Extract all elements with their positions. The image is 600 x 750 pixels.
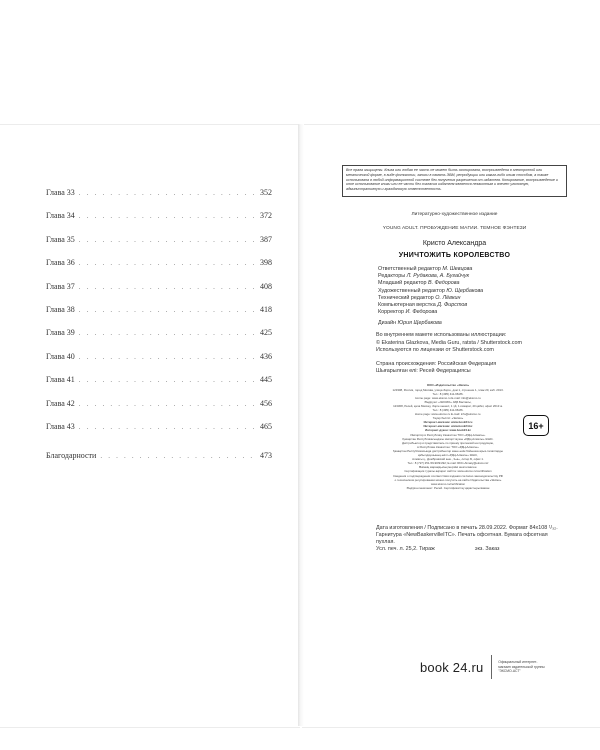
book-gutter	[298, 124, 304, 726]
print-line: Гарнитура «NewBaskervilleITC». Печать офсетная. Бумага офсетная пухлая.	[376, 532, 548, 546]
publisher-line: Сертификация туралы ақпарат сайтта: www.eksmo.ru/certification	[404, 469, 492, 474]
toc-entry-title: Глава 36	[46, 258, 75, 268]
print-info	[342, 525, 567, 553]
publisher-line: Тел.: 8 (495) 411-68-86.	[432, 391, 464, 396]
toc-leader-dots	[79, 236, 257, 244]
author-name: Кристо Александра	[422, 240, 487, 247]
publisher-line: Тел.: 8 (727) 251-59-90/91/92; E-mail: RDC-Almaty@eksmo.kz	[407, 461, 489, 466]
publisher-line: Интернет-магазин: www.book24.kz	[423, 424, 473, 429]
origin-line: Страна происхождения: Российская Федерация	[376, 360, 497, 367]
publisher-line: о техническом регулировании можно получить на сайте Издательства «Эксмо»	[394, 477, 502, 482]
editor-role: Редакторы	[378, 273, 406, 280]
editor-name: Д. Фирстов	[437, 302, 468, 309]
toc-entry	[46, 305, 272, 328]
design-name: Юрия Щербакова	[397, 320, 442, 327]
editor-name: М. Шевцова	[442, 266, 473, 272]
age-rating-badge: 16+	[523, 415, 549, 436]
publisher-line: 123308, Россия, город Москва, улица Зорге, дом 1, строение 1, этаж 20, каб. 2013.	[392, 387, 504, 392]
illustration-line: © Ekaterina Glazkova, Media Guru, ratsta / Shutterstock.com	[376, 339, 522, 346]
publisher-line: в Республике Казахстан: ТОО «РДЦ-Алматы»	[417, 444, 479, 449]
toc-entry	[46, 352, 272, 375]
publisher-line: Алматы қ., Домбровский көш., 3«а», литер Б, офис 1.	[412, 457, 484, 462]
publisher-line: Өндіруші: «ЭКСМО» АҚБ Баспасы,	[424, 399, 472, 404]
print-line: Дата изготовления / Подписано в печать 28.09.2022. Формат 84х108 ¹/₃₂.	[376, 525, 558, 532]
toc-entry	[46, 235, 272, 258]
editor-role: Ответственный редактор	[378, 266, 441, 272]
design-role: Дизайн	[378, 320, 397, 327]
editor-role: Младший редактор	[378, 280, 427, 287]
editor-name: И. Федорова	[405, 309, 438, 316]
publisher-line: Интернет-магазин: www.book24.ru	[423, 420, 473, 425]
publisher-line: Home page: www.eksmo.ru E-mail: info@eksmo.ru	[415, 395, 481, 400]
imprint-block	[342, 165, 567, 553]
editor-name: О. Лёвкин	[435, 294, 461, 301]
publisher-line: Home page: www.eksmo.ru E-mail: info@eksmo.ru.	[414, 412, 482, 417]
toc-entry-title: Глава 34	[46, 211, 75, 221]
toc-entry-title: Глава 42	[46, 398, 75, 408]
publisher-line: Сведения о подтверждении соответствия издания согласно законодательству РФ	[392, 473, 504, 478]
toc-entry-title: Глава 37	[46, 281, 75, 291]
design-credit	[342, 320, 567, 326]
editor-name: Л. Рудакова, А. Бугайчук	[406, 273, 470, 280]
toc-leader-dots	[79, 306, 257, 314]
toc-entry-title: Глава 38	[46, 304, 75, 314]
publisher-line: www.eksmo.ru/certification	[430, 481, 466, 486]
toc-entry-title: Глава 41	[46, 375, 75, 385]
toc-entry-page: 436	[260, 351, 272, 361]
toc-entry-page: 425	[260, 328, 272, 338]
toc-leader-dots	[79, 329, 257, 337]
country-of-origin	[342, 361, 567, 376]
toc-entry-title: Глава 43	[46, 421, 75, 431]
publisher-line: ООО «Издательство «Эксмо»	[426, 383, 470, 388]
publisher-line: Өнімнің жарамдылық мерзімі шектелмеген.	[418, 465, 478, 470]
origin-line: Шығарылған елі: Ресей Федерациясы	[376, 368, 471, 375]
editor-role: Компьютерная верстка	[378, 302, 436, 309]
publisher-line: Қазақстан Республикасындағы импорттаушы «РДЦ-Алматы» ЖШС.	[402, 436, 494, 441]
editor-credit	[378, 295, 567, 302]
toc-entry-page: 352	[260, 188, 272, 197]
publisher-line: Тел.: 8 (495) 411-68-86.	[432, 408, 464, 413]
logo-note: Официальный интернет-магазин издательской группы "ЭКСМО-АСТ"	[498, 660, 545, 674]
publisher-line: қабылдаушының өкілі «РДЦ-Алматы» ЖШС,	[418, 453, 478, 458]
publisher-line: Тауар белгісі: «Эксмо»	[432, 416, 464, 421]
book24-logo: book 24.ru	[420, 659, 484, 675]
toc-leader-dots	[100, 452, 257, 460]
publisher-line: Қазақстан Республикасында дистрибьютор және өнім бойынша арыз-талаптарды	[393, 448, 503, 453]
print-order: экз. Заказ	[474, 546, 500, 553]
toc-entry	[46, 422, 272, 445]
toc-entry-page: 398	[260, 258, 272, 268]
toc-leader-dots	[79, 353, 257, 361]
editor-name: Ю. Щербакова	[446, 287, 484, 294]
toc-leader-dots	[79, 400, 257, 408]
toc-entry-title: Глава 39	[46, 328, 75, 338]
toc-entry-page: 408	[260, 281, 272, 291]
illustration-credits	[342, 332, 567, 354]
editor-credit	[378, 302, 567, 309]
toc-entry	[46, 211, 272, 234]
toc-leader-dots	[79, 423, 257, 431]
editor-name: В. Федорова	[427, 280, 460, 287]
logo-divider	[491, 655, 492, 679]
editor-credit	[378, 288, 567, 295]
toc-leader-dots	[79, 376, 257, 384]
publisher-details	[342, 383, 567, 523]
toc-entry	[46, 328, 272, 351]
editorial-credits	[342, 266, 567, 316]
print-line	[376, 546, 567, 553]
book-title: УНИЧТОЖИТЬ КОРОЛЕВСТВО	[398, 252, 511, 259]
editor-role: Корректор	[378, 309, 404, 316]
editor-credit	[378, 280, 567, 287]
toc-entry	[46, 188, 272, 211]
toc-entry-title: Глава 33	[46, 188, 75, 197]
toc-entry-title: Глава 35	[46, 234, 75, 244]
publisher-line: Өндірген мемлекет: Ресей. Сертификаттау қарастырылмаған	[406, 485, 490, 490]
toc-entry-title: Глава 40	[46, 351, 75, 361]
editor-credit	[378, 309, 567, 316]
publisher-line: Дистрибьютор и представитель по приему претензий на продукцию,	[402, 440, 494, 445]
publisher-line: Интернет-дүкен: www.book24.kz	[425, 428, 471, 433]
illustration-line: Используются по лицензии от Shutterstock.com	[376, 347, 494, 354]
toc-entry-page: 387	[260, 234, 272, 244]
rights-notice: Все права защищены. Книга или любая ее часть не может быть скопирована, воспроизведена в электронной или механической форме, в виде фотокопии, записи в память ЭВМ, репродукции или каким-либо иным способом, а также использована в любой информационной системе без получения разрешения от издателя. Копирование, воспроизведение и иное использование книги или ее части без согласия издателя является незаконным и влечет уголовную, административную и гражданскую ответственность.	[342, 165, 567, 197]
publisher-line: 123308, Ресей, қала Мәскеу, Зорге көшесі, 1 үй, 1 ғимарат, 20 қабат, офис 2013 ж.	[393, 403, 503, 408]
publisher-text	[378, 383, 518, 489]
illustration-line: Во внутреннем макете использованы иллюстрации:	[376, 332, 507, 339]
toc-entry-page: 445	[260, 375, 272, 385]
toc-entry	[46, 375, 272, 398]
editor-role: Технический редактор	[378, 294, 434, 301]
toc-leader-dots	[79, 212, 257, 220]
toc-entry-page: 456	[260, 398, 272, 408]
editor-role: Художественный редактор	[378, 287, 445, 294]
toc-entry	[46, 399, 272, 422]
toc-entry-page: 372	[260, 211, 272, 221]
print-sheets: Усл. печ. л. 25,2. Тираж	[376, 546, 435, 553]
store-logo-area	[420, 655, 548, 679]
toc-entry-page: 473	[260, 451, 272, 461]
toc-entry-acknowledgements	[46, 451, 272, 474]
toc-entry-page: 418	[260, 304, 272, 314]
toc-entry	[46, 282, 272, 305]
toc-leader-dots	[79, 283, 257, 291]
table-of-contents	[46, 188, 272, 475]
toc-entry	[46, 258, 272, 281]
genre-label: Литературно-художественное издание	[411, 212, 498, 217]
toc-entry-page: 465	[260, 421, 272, 431]
series-label: YOUNG ADULT. ПРОБУЖДЕНИЕ МАГИИ. ТЕМНОЕ ФЭНТЕЗИ	[382, 226, 527, 231]
toc-leader-dots	[79, 189, 257, 197]
toc-entry-title: Благодарности	[46, 451, 97, 461]
publisher-line: Импортёр в Республику Казахстан ТОО «РДЦ-Алматы».	[410, 432, 486, 437]
toc-leader-dots	[79, 259, 257, 267]
